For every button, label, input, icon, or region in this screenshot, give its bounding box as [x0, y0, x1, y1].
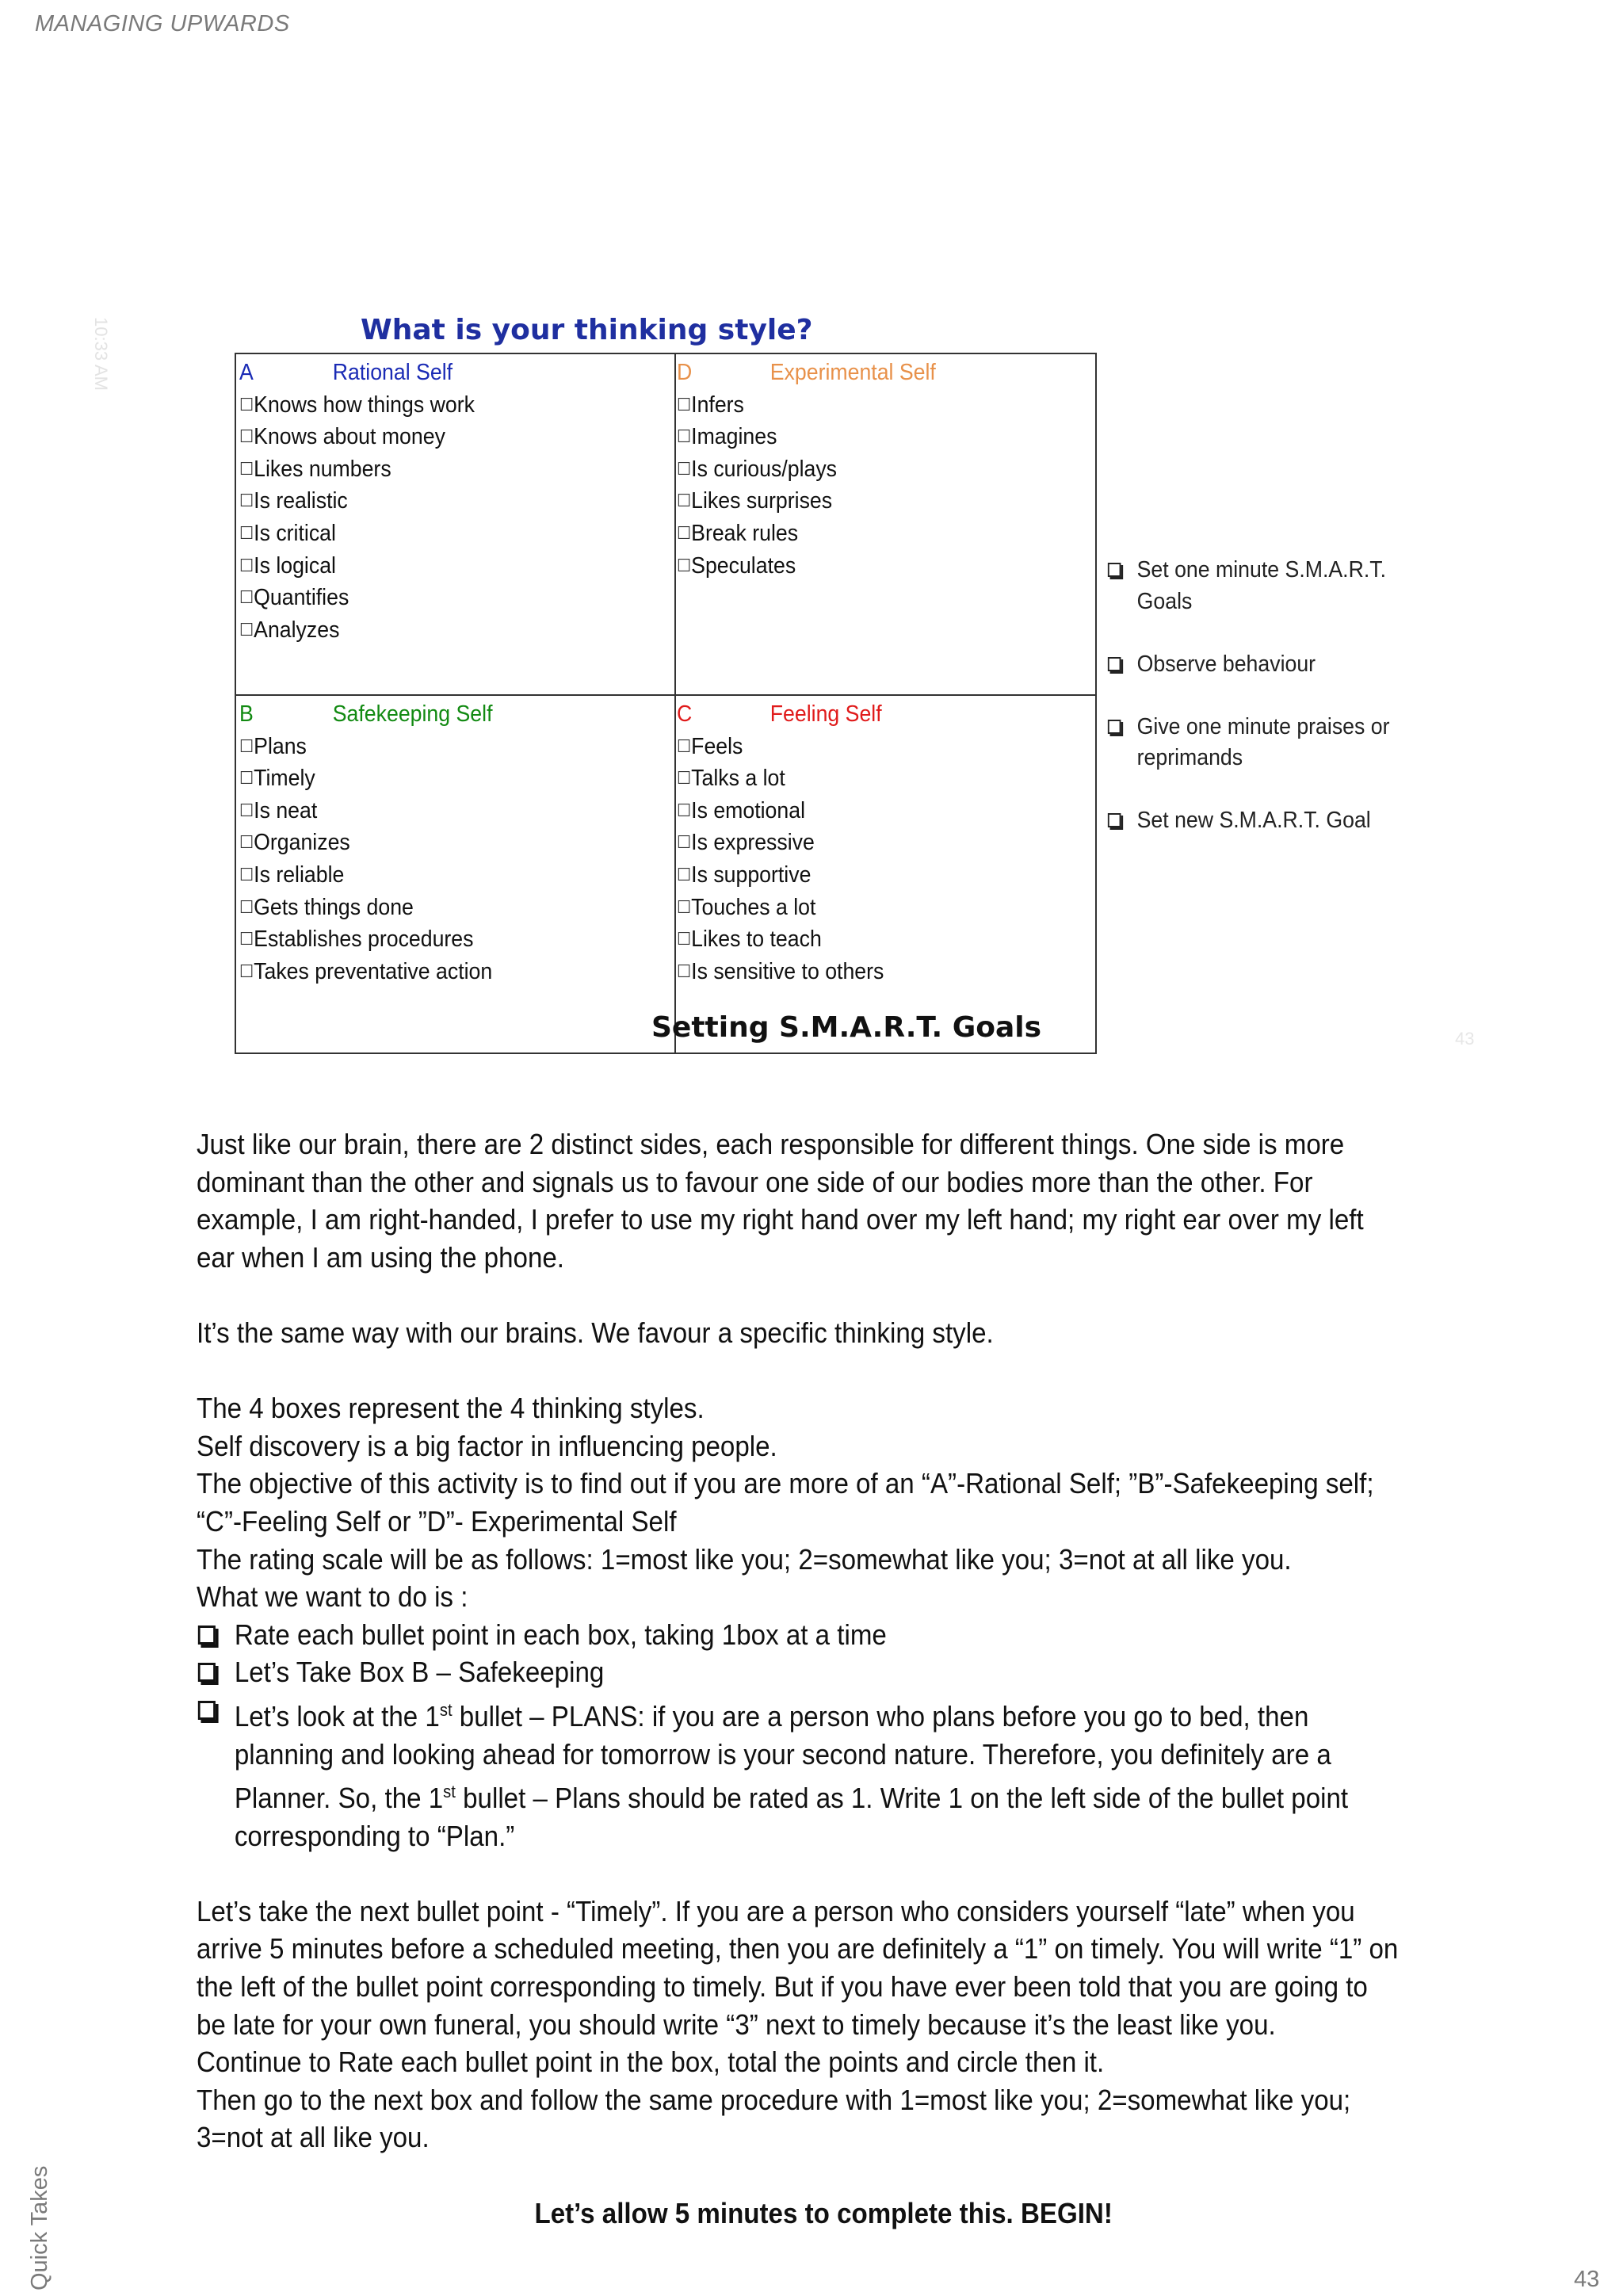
checkbox-icon — [198, 1626, 216, 1645]
checkbox-icon: ☐ — [239, 619, 254, 640]
checkbox-icon: ☐ — [239, 587, 254, 608]
trait-text: Is supportive — [691, 861, 812, 888]
trait-text: Knows how things work — [254, 392, 475, 418]
trait-item — [677, 827, 884, 859]
checkbox-icon — [198, 1663, 216, 1682]
checkbox-icon: ☐ — [239, 800, 254, 820]
checkbox-icon: ☐ — [239, 961, 254, 981]
trait-item — [677, 518, 837, 550]
quadrant-title: Safekeeping Self — [332, 701, 493, 727]
trait-text: Timely — [254, 766, 315, 792]
quadrant-title: Experimental Self — [769, 360, 936, 385]
paragraph: The rating scale will be as follows: 1=most like you; 2=somewhat like you; 3=not at all like you. — [197, 1542, 1292, 1576]
trait-list — [677, 731, 884, 988]
smart-step — [1106, 649, 1412, 681]
instruction-item — [197, 1616, 1400, 1654]
trait-item — [677, 421, 837, 453]
trait-text: Break rules — [691, 520, 799, 546]
checkbox-icon: ☐ — [677, 800, 692, 820]
smart-step — [1106, 712, 1412, 774]
paragraph: It’s the same way with our brains. We favour a specific thinking style. — [197, 1316, 994, 1349]
trait-text: Is critical — [254, 520, 336, 546]
trait-item — [677, 795, 884, 827]
quadrant-letter: D — [677, 360, 693, 385]
trait-item — [677, 859, 884, 892]
checkbox-icon: ☐ — [677, 961, 692, 981]
trait-text: Is logical — [254, 552, 336, 579]
trait-text: Imagines — [691, 424, 777, 450]
trait-item — [677, 923, 884, 956]
trait-text: Is reliable — [254, 861, 345, 888]
paragraph: Then go to the next box and follow the same procedure with 1=most like you; 2=somewhat like you; 3=not at all like you. — [197, 2083, 1351, 2154]
smart-goals-title: Setting S.M.A.R.T. Goals — [651, 1011, 1042, 1044]
trait-item — [677, 389, 837, 422]
checkbox-icon: ☐ — [239, 394, 254, 415]
side-footer-label: Quick Takes — [27, 2165, 52, 2290]
checkbox-icon: ☐ — [677, 768, 692, 789]
trait-text: Knows about money — [254, 424, 445, 450]
trait-item — [677, 550, 837, 583]
trait-text: Likes numbers — [254, 456, 391, 482]
checkbox-icon: ☐ — [239, 426, 254, 447]
trait-item — [239, 550, 475, 583]
trait-item — [239, 485, 475, 518]
trait-item — [239, 827, 492, 859]
checkbox-icon — [198, 1701, 216, 1720]
trait-list — [677, 389, 837, 583]
quadrant-a — [239, 357, 475, 646]
checkbox-icon: ☐ — [677, 735, 692, 756]
paragraph: The 4 boxes represent the 4 thinking styles. — [197, 1392, 705, 1425]
trait-text: Is expressive — [691, 830, 815, 856]
smart-step-text: Set one minute S.M.A.R.T. Goals — [1136, 557, 1387, 614]
trait-list — [239, 389, 475, 647]
checkbox-icon: ☐ — [239, 864, 254, 884]
quadrant-d — [677, 357, 936, 582]
checkbox-icon: ☐ — [239, 522, 254, 543]
instruction-text: Let’s look at the 1st bullet – PLANS: if you are a person who plans before you go to bed, then planning and looking ahead for tomorrow is your second nature. Therefore, you definitely are a Planner. So, the 1st bullet – Plans should be rated as 1. Write 1 on the left side of the bullet point corresponding to “Plan.” — [234, 1699, 1349, 1852]
checkbox-icon — [1108, 813, 1121, 827]
trait-text: Quantifies — [254, 585, 349, 611]
smart-step-text: Observe behaviour — [1136, 651, 1316, 677]
instruction-text: Rate each bullet point in each box, taking 1box at a time — [234, 1618, 887, 1651]
trait-text: Touches a lot — [691, 894, 816, 920]
closing-instruction: Let’s allow 5 minutes to complete this. BEGIN! — [534, 2196, 1113, 2229]
trait-text: Takes preventative action — [254, 958, 493, 984]
trait-text: Organizes — [254, 830, 350, 856]
checkbox-icon: ☐ — [239, 929, 254, 949]
trait-text: Talks a lot — [691, 766, 785, 792]
checkbox-icon — [1108, 720, 1121, 734]
quadrant-letter: A — [239, 360, 254, 385]
quadrant-letter: B — [239, 701, 254, 727]
quadrant-b — [239, 699, 492, 988]
checkbox-icon: ☐ — [239, 491, 254, 511]
trait-item — [677, 956, 884, 988]
body-text — [197, 1125, 1400, 2232]
trait-text: Infers — [691, 392, 744, 418]
trait-item — [677, 892, 884, 924]
checkbox-icon: ☐ — [239, 735, 254, 756]
checkbox-icon: ☐ — [677, 491, 692, 511]
faint-page-number: 43 — [1455, 1029, 1475, 1049]
trait-item — [239, 582, 475, 614]
checkbox-icon: ☐ — [239, 458, 254, 479]
trait-item — [239, 923, 492, 956]
smart-steps-list — [1106, 555, 1412, 868]
checkbox-icon: ☐ — [677, 458, 692, 479]
paragraph: Continue to Rate each bullet point in the box, total the points and circle then it. — [197, 2046, 1105, 2079]
checkbox-icon — [1108, 657, 1121, 671]
smart-step-text: Give one minute praises or reprimands — [1136, 713, 1390, 770]
grid-horizontal-divider — [235, 694, 1097, 696]
checkbox-icon: ☐ — [677, 832, 692, 853]
instruction-item — [197, 1653, 1400, 1691]
faint-timestamp: 10:33 AM — [91, 317, 111, 391]
trait-text: Is emotional — [691, 797, 806, 823]
trait-text: Likes to teach — [691, 926, 822, 953]
instruction-text: Let’s Take Box B – Safekeeping — [234, 1656, 605, 1689]
quadrant-letter: C — [677, 701, 693, 727]
checkbox-icon: ☐ — [677, 896, 692, 917]
trait-item — [239, 614, 475, 647]
trait-item — [239, 859, 492, 892]
trait-item — [677, 453, 837, 486]
grid-vertical-divider — [674, 353, 676, 1054]
trait-text: Is realistic — [254, 488, 348, 514]
trait-text: Is curious/plays — [691, 456, 838, 482]
trait-item — [239, 518, 475, 550]
trait-item — [239, 453, 475, 486]
trait-text: Gets things done — [254, 894, 414, 920]
trait-item — [239, 731, 492, 763]
checkbox-icon: ☐ — [239, 768, 254, 789]
checkbox-icon: ☐ — [677, 426, 692, 447]
checkbox-icon: ☐ — [677, 555, 692, 575]
grid-title: What is your thinking style? — [361, 314, 813, 346]
page-number: 43 — [1574, 2267, 1600, 2292]
quadrant-title: Feeling Self — [769, 701, 882, 727]
paragraph: Let’s take the next bullet point - “Timely”. If you are a person who considers yourself “late” when you arrive 5 minutes before a scheduled meeting, then you are definitely a “1” on timely. You will write “1” on the left of the bullet point corresponding to timely. But if you have ever been told that you are going to be late for your own funeral, you should write “3” next to timely because it’s the least like you. — [197, 1894, 1399, 2041]
checkbox-icon: ☐ — [239, 832, 254, 853]
trait-item — [239, 421, 475, 453]
trait-text: Is neat — [254, 797, 318, 823]
trait-item — [239, 956, 492, 988]
trait-list — [239, 731, 492, 988]
trait-item — [677, 731, 884, 763]
trait-text: Establishes procedures — [254, 926, 474, 953]
paragraph: The objective of this activity is to find out if you are more of an “A”-Rational Self; ”B”-Safekeeping self; “C”-Feeling Self or ”D”- Experimental Self — [197, 1467, 1374, 1538]
trait-text: Analyzes — [254, 617, 340, 643]
quadrant-title: Rational Self — [332, 360, 453, 385]
checkbox-icon: ☐ — [677, 864, 692, 884]
trait-text: Feels — [691, 733, 743, 759]
trait-item — [239, 795, 492, 827]
quadrant-c — [677, 699, 884, 988]
running-header: MANAGING UPWARDS — [35, 11, 290, 36]
instruction-item — [197, 1691, 1400, 1855]
trait-item — [239, 762, 492, 795]
checkbox-icon: ☐ — [239, 555, 254, 575]
paragraph: What we want to do is : — [197, 1580, 468, 1614]
paragraph: Just like our brain, there are 2 distinct sides, each responsible for different things. One side is more dominant than the other and signals us to favour one side of our bodies more than the other. For example, I am right-handed, I prefer to use my right hand over my left hand; my right ear over my left ear when I am using the phone. — [197, 1128, 1364, 1274]
paragraph: Self discovery is a big factor in influencing people. — [197, 1429, 777, 1462]
checkbox-icon: ☐ — [677, 394, 692, 415]
trait-text: Plans — [254, 733, 307, 759]
trait-text: Speculates — [691, 552, 796, 579]
trait-text: Is sensitive to others — [691, 958, 884, 984]
trait-text: Likes surprises — [691, 488, 833, 514]
smart-step — [1106, 555, 1412, 617]
smart-step — [1106, 805, 1412, 837]
instruction-list — [197, 1616, 1400, 1855]
smart-step-text: Set new S.M.A.R.T. Goal — [1136, 808, 1371, 833]
trait-item — [677, 762, 884, 795]
checkbox-icon: ☐ — [677, 522, 692, 543]
trait-item — [239, 892, 492, 924]
trait-item — [677, 485, 837, 518]
trait-item — [239, 389, 475, 422]
checkbox-icon — [1108, 563, 1121, 577]
checkbox-icon: ☐ — [239, 896, 254, 917]
checkbox-icon: ☐ — [677, 929, 692, 949]
